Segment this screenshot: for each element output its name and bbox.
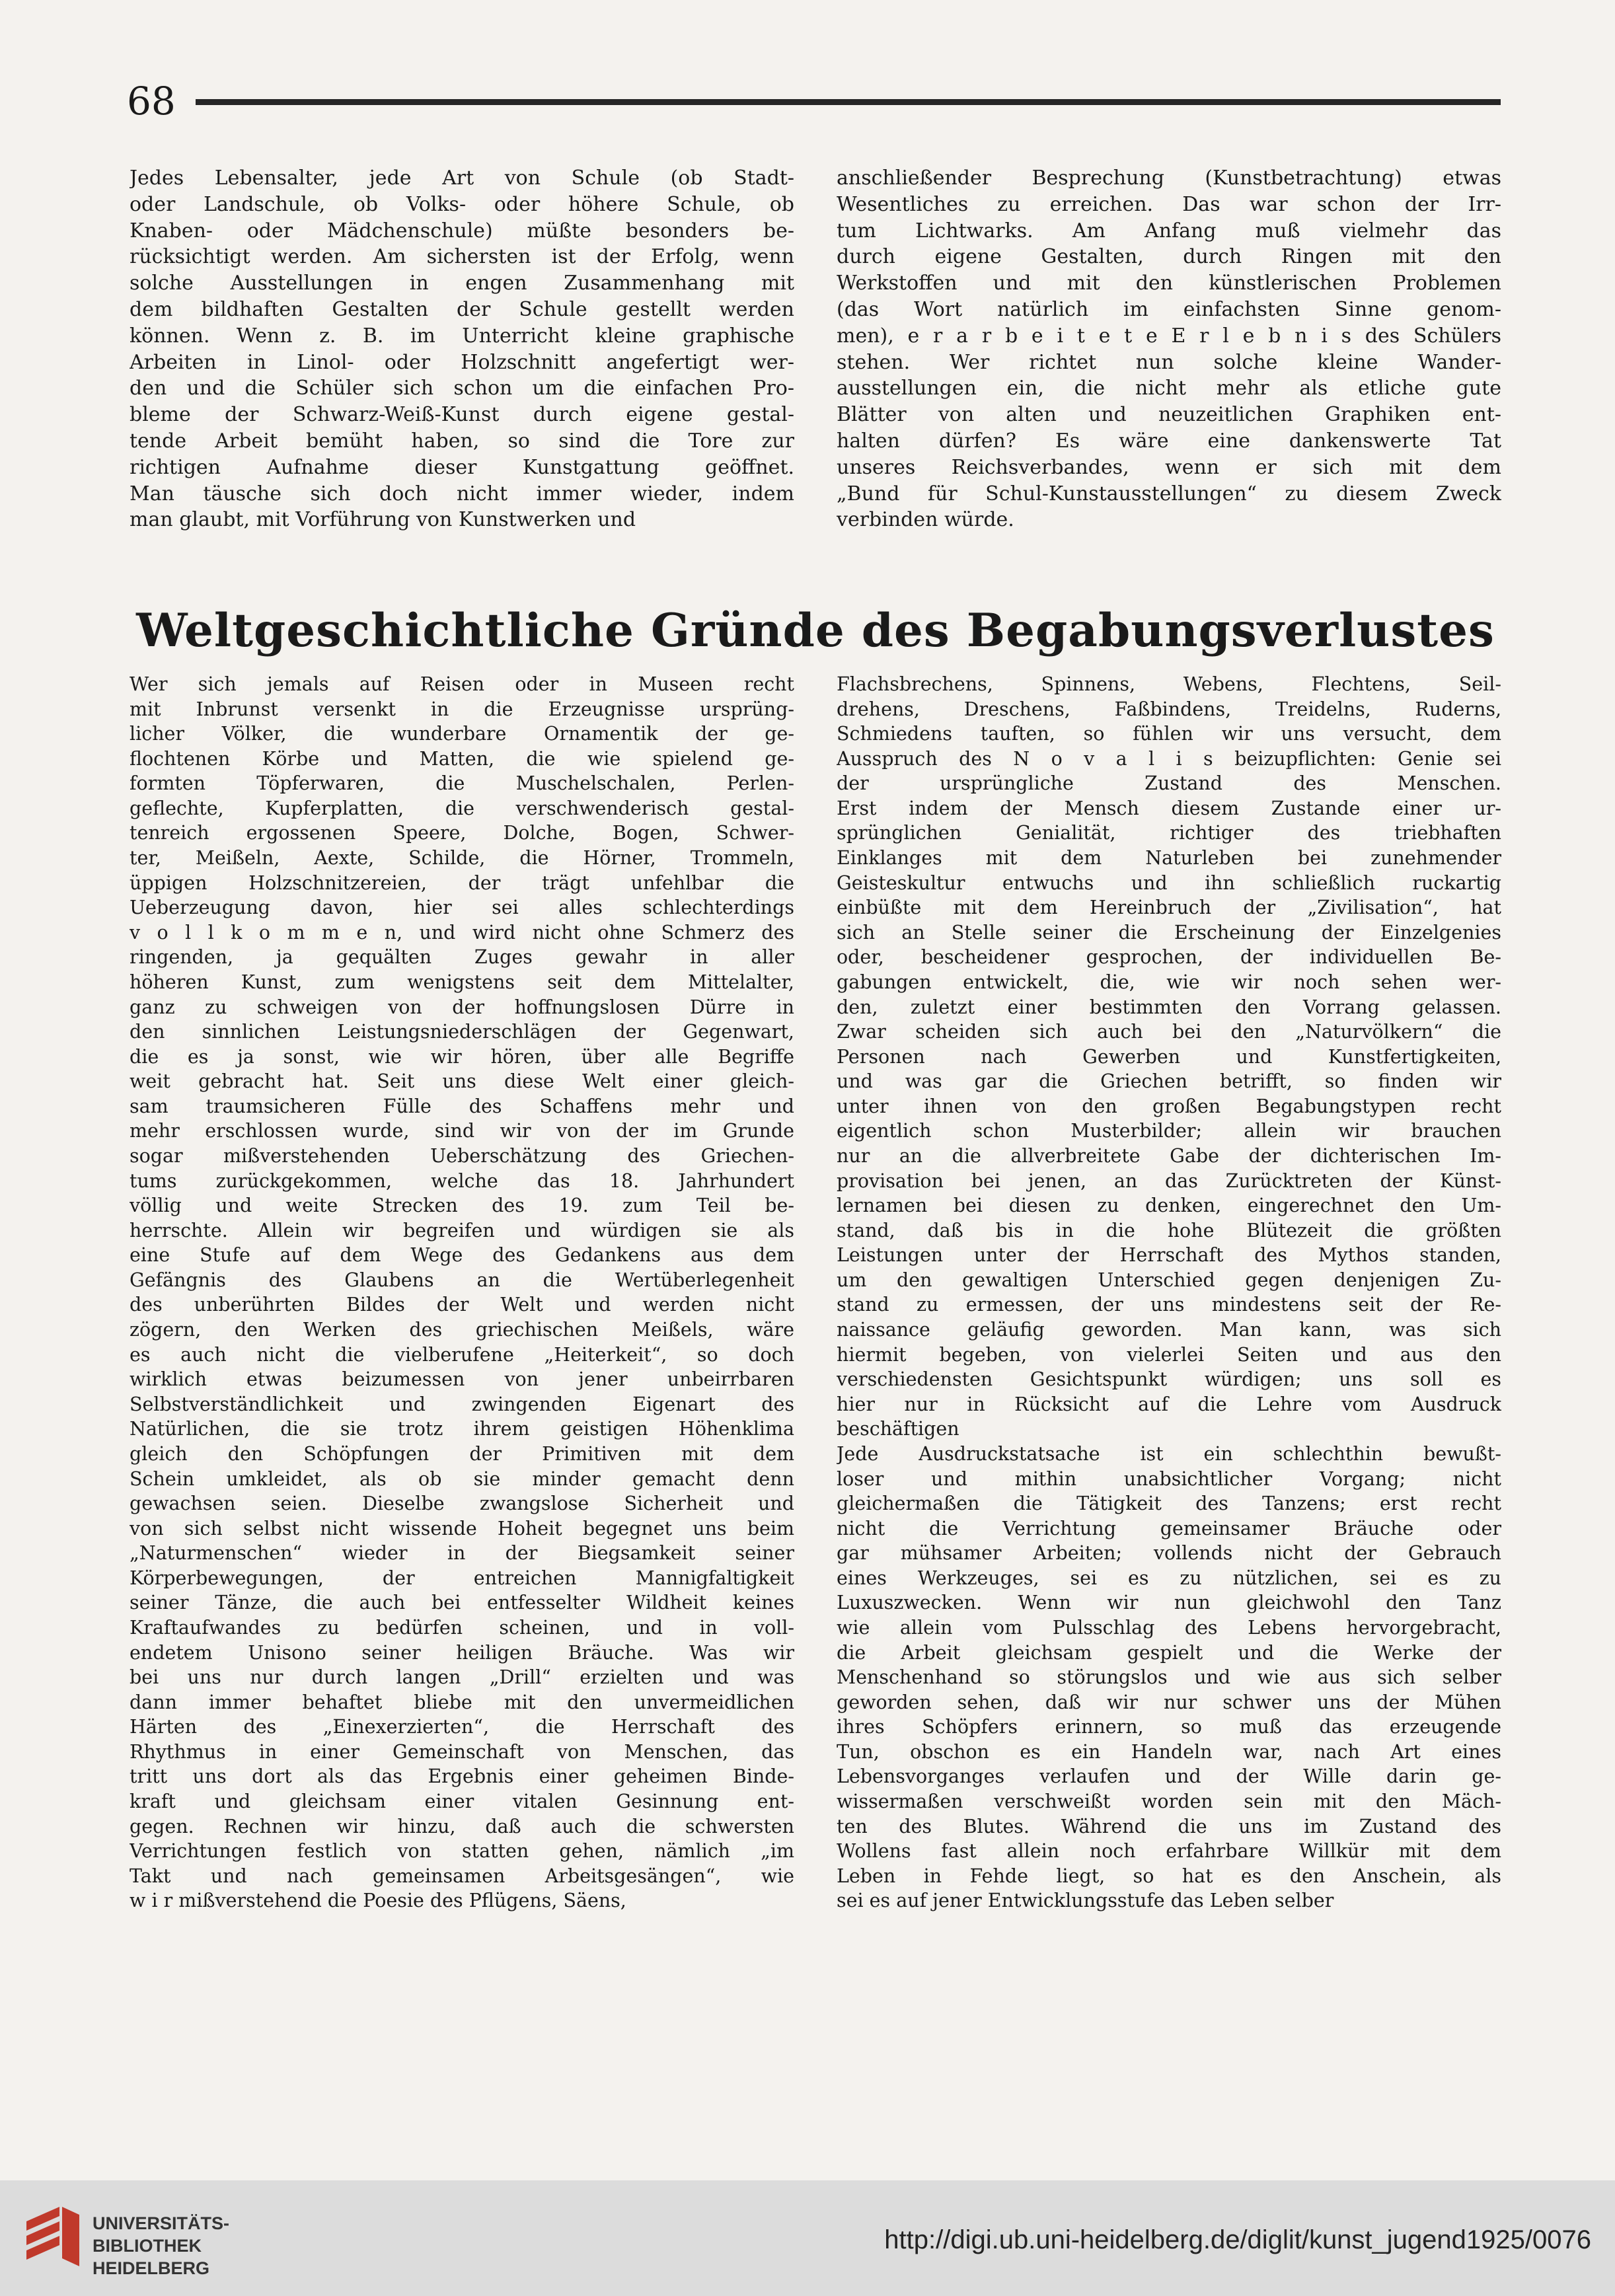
text-line: endetem Unisono seiner heiligen Bräuche. Was wir <box>130 1641 794 1664</box>
text-line: ten des Blutes. Während die uns im Zustand des <box>837 1815 1501 1837</box>
text-line: unter ihnen von den großen Begabungstypen recht <box>837 1095 1501 1117</box>
header-rule <box>196 99 1501 105</box>
text-line: Blätter von alten und neuzeitlichen Graphiken ent- <box>837 403 1501 427</box>
text-line: Erst indem der Mensch diesem Zustande einer ur- <box>837 797 1501 819</box>
text-line: wie allein vom Pulsschlag des Lebens hervorgebracht, <box>837 1616 1501 1639</box>
text-line: tum Lichtwarks. Am Anfang muß vielmehr das <box>837 219 1501 242</box>
text-line: Werkstoffen und mit den künstlerischen Problemen <box>837 272 1501 295</box>
text-line: durch eigene Gestalten, durch Ringen mit den <box>837 245 1501 269</box>
text-line: beschäftigen <box>837 1418 959 1440</box>
text-line: ter, Meißeln, Aexte, Schilde, die Hörner, Trommeln, <box>130 847 794 870</box>
text-line: verschiedensten Gesichtspunkt würdigen; uns soll es <box>837 1368 1501 1391</box>
text-line: Schmiedens tauften, so fühlen wir uns versucht, dem <box>837 723 1501 745</box>
text-line: Jede Ausdruckstatsache ist ein schlechthin bewußt- <box>837 1442 1501 1465</box>
text-line: nicht die Verrichtung gemeinsamer Bräuche oder <box>837 1517 1501 1539</box>
text-line: von sich selbst nicht wissende Hoheit begegnet uns beim <box>130 1517 794 1539</box>
text-line: Man täusche sich doch nicht immer wieder, indem <box>130 482 794 505</box>
text-line: solche Ausstellungen in engen Zusammenhang mit <box>130 272 794 295</box>
footer-bar <box>0 2180 1615 2296</box>
text-line: hiermit begeben, von vielerlei Seiten und aus den <box>837 1343 1501 1366</box>
text-line: anschließender Besprechung (Kunstbetrachtung) etwas <box>837 167 1501 190</box>
text-line: zögern, den Werken des griechischen Meißels, wäre <box>130 1319 794 1341</box>
text-line: tums zurückgekommen, welche das 18. Jahrhundert <box>130 1169 794 1192</box>
text-line: sam traumsicheren Fülle des Schaffens mehr und <box>130 1095 794 1117</box>
library-line-3: HEIDELBERG <box>93 2258 210 2278</box>
library-line-2: BIBLIOTHEK <box>93 2236 202 2256</box>
text-line: dann immer behaftet bliebe mit den unvermeidlichen <box>130 1691 794 1713</box>
text-line: Kraftaufwandes zu bedürfen scheinen, und in voll- <box>130 1616 794 1639</box>
text-line: eigentlich schon Musterbilder; allein wir brauchen <box>837 1120 1501 1142</box>
text-line: rücksichtigt werden. Am sichersten ist der Erfolg, wenn <box>130 245 794 269</box>
article-heading: Weltgeschichtliche Gründe des Begabungsverlustes <box>136 604 1495 657</box>
text-line: es auch nicht die vielberufene „Heiterkeit“, so doch <box>130 1343 794 1366</box>
page-number: 68 <box>127 79 176 124</box>
text-line: drehens, Dreschens, Faßbindens, Treidelns, Ruderns, <box>837 698 1501 720</box>
text-line: sich an Stelle seiner die Erscheinung der Einzelgenies <box>837 921 1501 944</box>
text-line: unseres Reichsverbandes, wenn er sich mit dem <box>837 455 1501 479</box>
text-line: Leben in Fehde liegt, so hat es den Anschein, als <box>837 1865 1501 1887</box>
text-line: Arbeiten in Linol- oder Holzschnitt angefertigt wer- <box>130 350 794 374</box>
text-line: Einklanges mit dem Naturleben bei zunehmender <box>837 847 1501 870</box>
text-line: Geisteskultur entwuchs und ihn schließlich ruckartig <box>837 871 1501 894</box>
book-stack-logo-icon <box>21 2202 85 2274</box>
text-line: Zwar scheiden sich auch bei den „Naturvölkern“ die <box>837 1021 1501 1043</box>
text-line: Flachsbrechens, Spinnens, Webens, Flechtens, Seil- <box>837 673 1501 695</box>
text-line: stand zu ermessen, der uns mindestens seit der Re- <box>837 1294 1501 1316</box>
text-line: Natürlichen, die sie trotz ihrem geistigen Höhenklima <box>130 1418 794 1440</box>
column-top-right <box>837 165 1501 533</box>
text-line: „Bund für Schul-Kunstausstellungen“ zu diesem Zweck <box>837 482 1501 505</box>
text-line: gleichermaßen die Tätigkeit des Tanzens; erst recht <box>837 1493 1501 1515</box>
text-line: sprünglichen Genialität, richtiger des triebhaften <box>837 822 1501 844</box>
text-line: tenreich ergossenen Speere, Dolche, Bogen, Schwer- <box>130 822 794 844</box>
column-top-left <box>130 165 794 533</box>
text-line: lernamen bei diesen zu denken, eingerechnet den Um- <box>837 1195 1501 1217</box>
text-line: die Arbeit gleichsam gespielt und die Werke der <box>837 1641 1501 1664</box>
text-line: kraft und gleichsam einer vitalen Gesinnung ent- <box>130 1791 794 1813</box>
text-line: gar mühsamer Arbeiten; vollends nicht der Gebrauch <box>837 1542 1501 1565</box>
text-line: sei es auf jener Entwicklungsstufe das Leben selber <box>837 1890 1334 1912</box>
text-line: v o l l k o m m e n, und wird nicht ohne Schmerz des <box>130 921 794 944</box>
text-line: wirklich etwas beizumessen von jener unbeirrbaren <box>130 1368 794 1391</box>
text-line: flochtenen Körbe und Matten, die wie spielend ge- <box>130 747 794 770</box>
text-line: geworden sehen, daß wir nur schwer uns der Mühen <box>837 1691 1501 1713</box>
text-line: stehen. Wer richtet nun solche kleine Wander- <box>837 350 1501 374</box>
text-line: bei uns nur durch langen „Drill“ erzielten und was <box>130 1666 794 1689</box>
library-line-1: UNIVERSITÄTS- <box>93 2213 230 2233</box>
text-line: Wollens fast allein noch erfahrbare Willkür mit dem <box>837 1840 1501 1863</box>
text-line: Takt und nach gemeinsamen Arbeitsgesängen“, wie <box>130 1865 794 1887</box>
text-line: völlig und weite Strecken des 19. zum Teil be- <box>130 1195 794 1217</box>
text-line: wissermaßen verschweißt worden sein mit den Mäch- <box>837 1791 1501 1813</box>
text-line: der ursprüngliche Zustand des Menschen. <box>837 772 1501 795</box>
text-line: geflechte, Kupferplatten, die verschwenderisch gestal- <box>130 797 794 819</box>
library-name <box>93 2212 229 2279</box>
text-line: richtigen Aufnahme dieser Kunstgattung geöffnet. <box>130 455 794 479</box>
text-line: men), e r a r b e i t e t e E r l e b n i s des Schülers <box>837 324 1501 348</box>
text-line: Jedes Lebensalter, jede Art von Schule (ob Stadt- <box>130 167 794 190</box>
text-line: dem bildhaften Gestalten der Schule gestellt werden <box>130 297 794 321</box>
column-bottom-left <box>130 672 794 1913</box>
text-line: gabungen entwickelt, die, wie wir noch sehen wer- <box>837 971 1501 993</box>
text-line: Schein umkleidet, als ob sie minder gemacht denn <box>130 1467 794 1490</box>
text-line: üppigen Holzschnitzereien, der trägt unfehlbar die <box>130 871 794 894</box>
text-line: provisation bei jenen, an das Zurücktreten der Künst- <box>837 1169 1501 1192</box>
text-line: bleme der Schwarz-Weiß-Kunst durch eigene gestal- <box>130 403 794 427</box>
text-line: einbüßte mit dem Hereinbruch der „Zivilisation“, hat <box>837 897 1501 919</box>
text-line: eine Stufe auf dem Wege des Gedankens aus dem <box>130 1244 794 1267</box>
text-line: mehr erschlossen wurde, sind wir von der im Grunde <box>130 1120 794 1142</box>
text-line: ausstellungen ein, die nicht mehr als etliche gute <box>837 377 1501 400</box>
text-line: Knaben- oder Mädchenschule) müßte besonders be- <box>130 219 794 242</box>
text-line: um den gewaltigen Unterschied gegen denjenigen Zu- <box>837 1269 1501 1291</box>
text-line: gleich den Schöpfungen der Primitiven mit dem <box>130 1442 794 1465</box>
text-line: gegen. Rechnen wir hinzu, daß auch die schwersten <box>130 1815 794 1837</box>
text-line: ganz zu schweigen von der hoffnungslosen Dürre in <box>130 996 794 1018</box>
text-line: w i r mißverstehend die Poesie des Pflügens, Säens, <box>130 1890 626 1912</box>
text-line: Körperbewegungen, der entreichen Mannigfaltigkeit <box>130 1567 794 1589</box>
text-line: und was gar die Griechen betrifft, so finden wir <box>837 1070 1501 1093</box>
text-line: Wesentliches zu erreichen. Das war schon der Irr- <box>837 192 1501 216</box>
text-line: verbinden würde. <box>837 508 1014 532</box>
text-line: mit Inbrunst versenkt in die Erzeugnisse ursprüng- <box>130 698 794 720</box>
text-line: „Naturmenschen“ wieder in der Biegsamkeit seiner <box>130 1542 794 1565</box>
text-line: oder, bescheidener gesprochen, der individuellen Be- <box>837 946 1501 969</box>
text-line: formten Töpferwaren, die Muschelschalen, Perlen- <box>130 772 794 795</box>
text-line: loser und mithin unabsichtlicher Vorgang; nicht <box>837 1467 1501 1490</box>
text-line: Luxuszwecken. Wenn wir nun gleichwohl den Tanz <box>837 1592 1501 1614</box>
text-line: seiner Tänze, die auch bei entfesselter Wildheit keines <box>130 1592 794 1614</box>
text-line: Wer sich jemals auf Reisen oder in Museen recht <box>130 673 794 695</box>
text-line: eines Werkzeuges, sei es zu nützlichen, sei es zu <box>837 1567 1501 1589</box>
text-line: ringenden, ja gequälten Zuges gewahr in aller <box>130 946 794 969</box>
text-line: naissance geläufig geworden. Man kann, was sich <box>837 1319 1501 1341</box>
text-line: Leistungen unter der Herrschaft des Mythos standen, <box>837 1244 1501 1267</box>
text-line: nur an die allverbreitete Gabe der dichterischen Im- <box>837 1144 1501 1167</box>
text-line: den sinnlichen Leistungsniederschlägen der Gegenwart, <box>130 1021 794 1043</box>
text-line: den, zuletzt einer bestimmten den Vorrang gelassen. <box>837 996 1501 1018</box>
text-line: tende Arbeit bemüht haben, so sind die Tore zur <box>130 429 794 453</box>
text-line: können. Wenn z. B. im Unterricht kleine graphische <box>130 324 794 348</box>
text-line: den und die Schüler sich schon um die einfachen Pro- <box>130 377 794 400</box>
heading-wrap <box>130 598 1501 664</box>
text-line: tritt uns dort als das Ergebnis einer geheimen Binde- <box>130 1765 794 1788</box>
text-line: Ueberzeugung davon, hier sei alles schlechterdings <box>130 897 794 919</box>
text-line: die es ja sonst, wie wir hören, über alle Begriffe <box>130 1045 794 1068</box>
text-line: hier nur in Rücksicht auf die Lehre vom Ausdruck <box>837 1393 1501 1415</box>
text-line: weit gebracht hat. Seit uns diese Welt einer gleich- <box>130 1070 794 1093</box>
text-line: herrschte. Allein wir begreifen und würdigen sie als <box>130 1219 794 1241</box>
text-line: licher Völker, die wunderbare Ornamentik der ge- <box>130 723 794 745</box>
text-line: Tun, obschon es ein Handeln war, nach Art eines <box>837 1740 1501 1763</box>
column-bottom-right <box>837 672 1501 1913</box>
text-line: Ausspruch des N o v a l i s beizupflichten: Genie sei <box>837 747 1501 770</box>
source-url[interactable]: http://digi.ub.uni-heidelberg.de/diglit/kunst_jugend1925/0076 <box>884 2225 1591 2254</box>
text-line: des unberührten Bildes der Welt und werden nicht <box>130 1294 794 1316</box>
text-line: Gefängnis des Glaubens an die Wertüberlegenheit <box>130 1269 794 1291</box>
text-line: Lebensvorganges verlaufen und der Wille darin ge- <box>837 1765 1501 1788</box>
text-line: Rhythmus in einer Gemeinschaft von Menschen, das <box>130 1740 794 1763</box>
text-line: stand, daß bis in die hohe Blütezeit die größten <box>837 1219 1501 1241</box>
text-line: Menschenhand so störungslos und wie aus sich selber <box>837 1666 1501 1689</box>
text-line: sogar mißverstehenden Ueberschätzung des Griechen- <box>130 1144 794 1167</box>
text-line: Härten des „Einexerzierten“, die Herrschaft des <box>130 1716 794 1738</box>
text-line: gewachsen seien. Dieselbe zwangslose Sicherheit und <box>130 1493 794 1515</box>
text-line: Personen nach Gewerben und Kunstfertigkeiten, <box>837 1045 1501 1068</box>
text-line: oder Landschule, ob Volks- oder höhere Schule, ob <box>130 192 794 216</box>
text-line: Verrichtungen festlich von statten gehen, nämlich „im <box>130 1840 794 1863</box>
text-line: ihres Schöpfers erinnern, so muß das erzeugende <box>837 1716 1501 1738</box>
text-line: halten dürfen? Es wäre eine dankenswerte Tat <box>837 429 1501 453</box>
text-line: Selbstverständlichkeit und zwingenden Eigenart des <box>130 1393 794 1415</box>
text-line: man glaubt, mit Vorführung von Kunstwerken und <box>130 508 636 532</box>
text-line: (das Wort natürlich im einfachsten Sinne genom- <box>837 297 1501 321</box>
text-line: höheren Kunst, zum wenigstens seit dem Mittelalter, <box>130 971 794 993</box>
